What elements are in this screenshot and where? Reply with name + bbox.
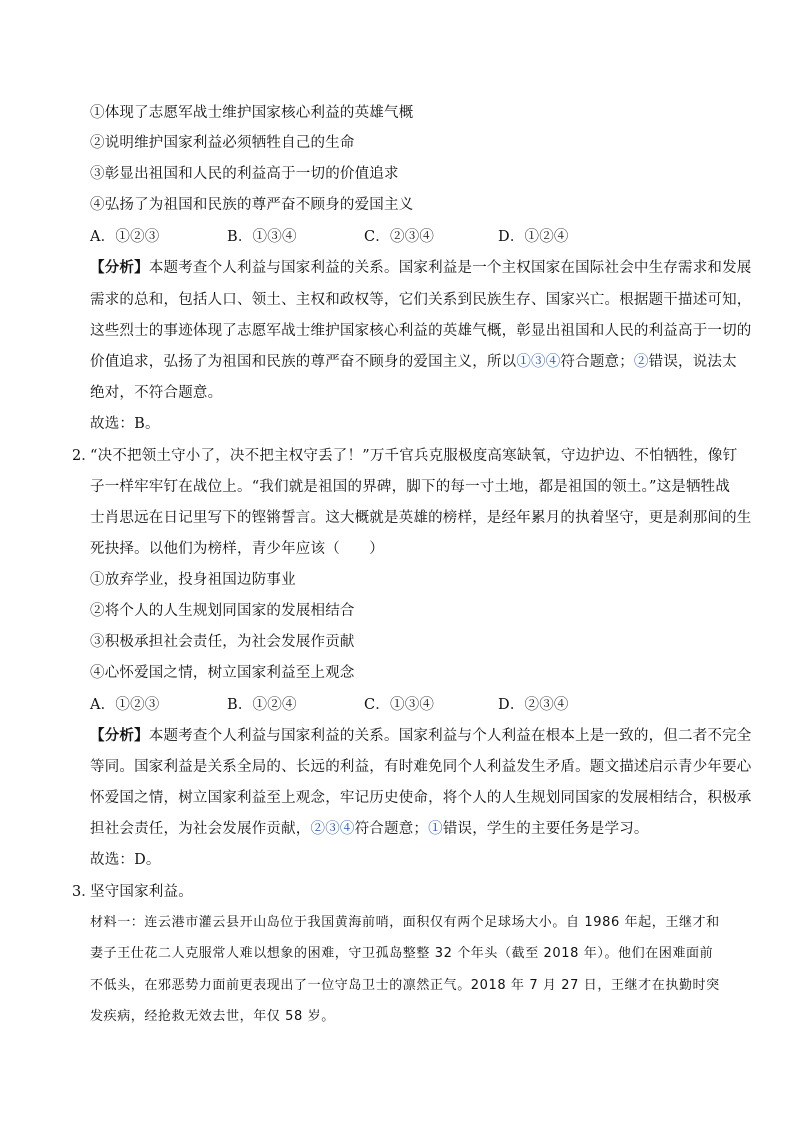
q2-stem-line-2: 子一样牢牢钉在战位上。“我们就是祖国的界碑，脚下的每一寸土地，都是祖国的领土。”这是牺牲战 [90,479,731,495]
q2-option-c: C．①③④ [364,697,435,713]
q1-analysis-mid: 符合题意； [560,354,634,370]
q1-item-4: ④弘扬了为祖国和民族的尊严奋不顾身的爱国主义 [90,197,414,213]
q1-analysis-line-2: 需求的总和，包括人口、领土、主权和政权等，它们关系到民族生存、国家兴亡。根据题干描述可知， [90,292,752,308]
q1-option-b: B．①③④ [227,229,297,245]
q2-item-1: ①放弃学业，投身祖国边防事业 [90,572,296,588]
q1-analysis-wrong-item: ② [633,354,649,370]
q2-stem-line-1: “决不把领土守小了，决不把主权守丢了！”万千官兵克服极度高寒缺氧，守边护边、不怕牺牲，像钉 [90,448,738,464]
q2-number: 2． [72,448,96,464]
q1-analysis-line-3: 这些烈士的事迹体现了志愿军战士维护国家核心利益的英雄气概，彰显出祖国和人民的利益高于一切的 [90,323,752,339]
q2-item-4: ④心怀爱国之情，树立国家利益至上观念 [90,665,355,681]
q3-number: 3． [72,884,96,900]
q1-analysis-text-1: 本题考查个人利益与国家利益的关系。国家利益是一个主权国家在国际社会中生存需求和发展 [148,260,752,276]
q2-stem-line-4: 死抉择。以他们为榜样，青少年应该（ ） [90,541,384,557]
q2-analysis-text-4: 担社会责任，为社会发展作贡献， [90,821,311,837]
q2-analysis-line-4 [90,819,730,839]
q2-option-d: D．②③④ [498,697,569,713]
q1-item-2: ②说明维护国家利益必须牺牲自己的生命 [90,135,355,151]
q1-item-3: ③彰显出祖国和人民的利益高于一切的价值追求 [90,166,399,182]
q1-analysis-end: 错误，说法太 [648,354,737,370]
q2-option-a: A．①②③ [90,697,160,713]
q2-answer: 故选：D。 [90,852,161,868]
q2-analysis-tag: 【分析】 [90,727,149,744]
q3-material-line-1: 材料一：连云港市灌云县开山岛位于我国黄海前哨，面积仅有两个足球场大小。自 1986 年起，王继才和 [90,915,720,930]
q1-analysis-line-4 [90,352,737,372]
q1-analysis-line-1 [90,258,752,278]
q1-analysis-correct-items: ①③④ [516,354,561,370]
q1-item-1: ①体现了志愿军战士维护国家核心利益的英雄气概 [90,105,414,121]
q3-material-line-2: 妻子王仕花二人克服常人难以想象的困难，守卫孤岛整整 32 个年头（截至 2018 年）。他们在困难面前 [90,946,714,961]
q1-analysis-text-4: 价值追求，弘扬了为祖国和民族的尊严奋不顾身的爱国主义，所以 [90,354,517,370]
q2-item-2: ②将个人的人生规划同国家的发展相结合 [90,603,355,619]
q2-analysis-mid: 符合题意； [354,821,429,837]
q2-item-3: ③积极承担社会责任，为社会发展作贡献 [90,634,355,650]
q2-option-b: B．①②④ [227,697,297,713]
q2-analysis-correct-items: ②③④ [310,821,355,837]
q3-title: 坚守国家利益。 [90,884,193,900]
q1-option-d: D．①②④ [498,229,569,245]
q1-option-c: C．②③④ [364,229,435,245]
q2-analysis-wrong-item: ① [428,821,443,837]
q1-option-a: A．①②③ [90,229,160,245]
q1-analysis-tag: 【分析】 [90,259,149,276]
q2-analysis-text-1: 本题考查个人利益与国家利益的关系。国家利益与个人利益在根本上是一致的，但二者不完全 [148,728,752,744]
q3-material-line-4: 发疾病，经抢救无效去世，年仅 58 岁。 [90,1009,335,1024]
q2-analysis-end: 错误，学生的主要任务是学习。 [442,821,649,837]
q1-analysis-line-5: 绝对，不符合题意。 [90,385,223,401]
q1-answer: 故选：B。 [90,416,160,432]
q2-stem-line-3: 士肖思远在日记里写下的铿锵誓言。这大概就是英雄的榜样，是经年累月的执着坚守，更是刹那间的生 [90,510,752,526]
q2-analysis-line-2: 等同。国家利益是关系全局的、长远的利益，有时难免同个人利益发生矛盾。题文描述启示青少年要心 [90,759,752,775]
q2-analysis-line-3: 怀爱国之情，树立国家利益至上观念，牢记历史使命，将个人的人生规划同国家的发展相结合，积极承 [90,790,752,806]
q3-material-line-3: 不低头，在邪恶势力面前更表现出了一位守岛卫士的凛然正气。2018 年 7 月 27 日，王继才在执勤时突 [90,978,720,993]
q2-analysis-line-1 [90,726,752,746]
